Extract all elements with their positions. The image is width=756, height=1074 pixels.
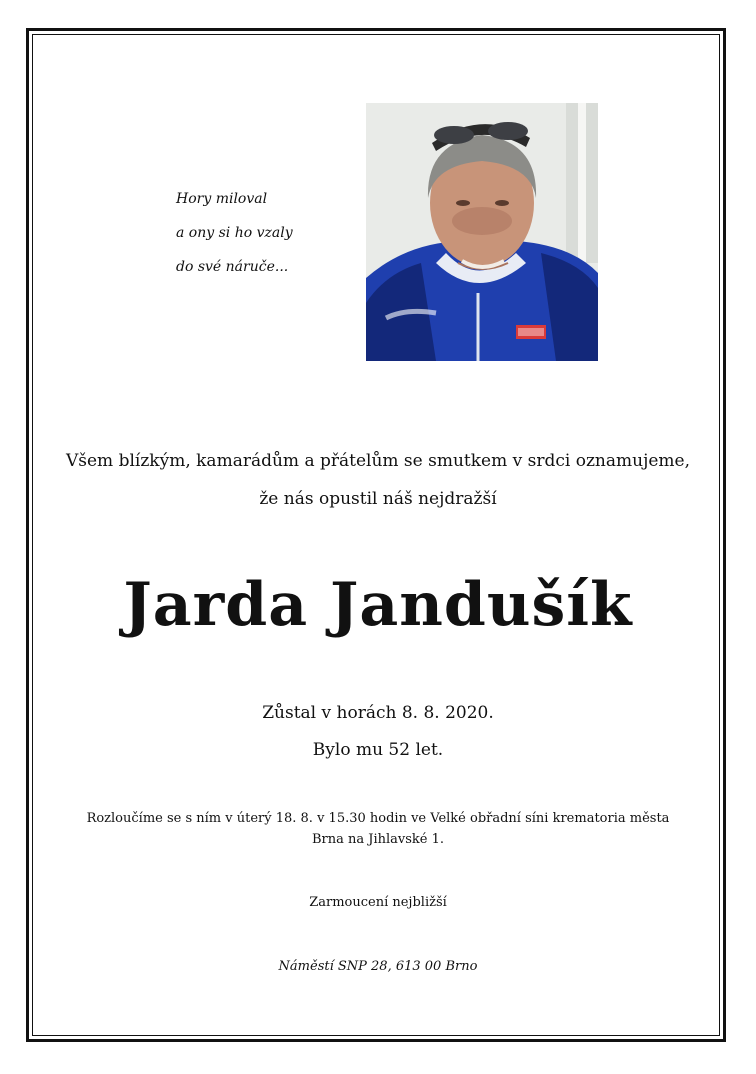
portrait-illustration — [366, 103, 598, 361]
ceremony-info: Rozloučíme se s ním v úterý 18. 8. v 15.30 hodin ve Velké obřadní síni krematoria města Brna na Jihlavské 1. — [86, 811, 670, 847]
family-address: Náměstí SNP 28, 613 00 Brno — [278, 959, 478, 974]
death-date: Zůstal v horách 8. 8. 2020. — [262, 703, 494, 723]
portrait-photo — [366, 103, 598, 361]
family-signature: Zarmoucení nejbližší — [309, 895, 447, 910]
announcement-line-1: Všem blízkým, kamarádům a přátelům se smutkem v srdci oznamujeme, — [66, 451, 690, 471]
poem-line-3: do své náruče... — [176, 259, 289, 275]
poem — [176, 182, 293, 284]
deceased-name: Jarda Jandušík — [123, 570, 633, 640]
poem-line-1: Hory miloval — [176, 191, 268, 207]
announcement-line-2: že nás opustil náš nejdražší — [259, 489, 497, 509]
poem-line-2: a ony si ho vzaly — [176, 225, 293, 241]
age-at-death: Bylo mu 52 let. — [312, 740, 444, 760]
